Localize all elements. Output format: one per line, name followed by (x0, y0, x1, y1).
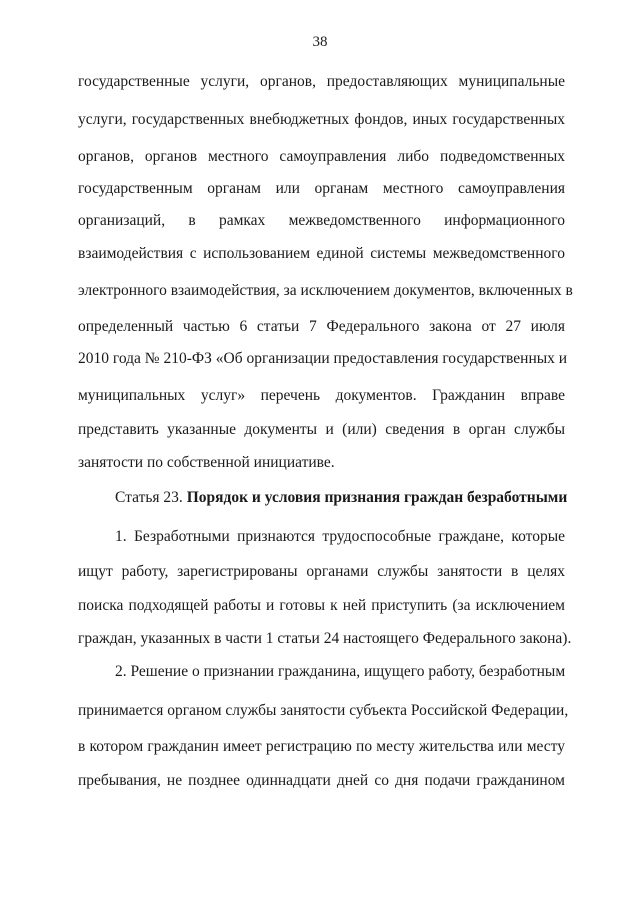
text-line: граждан, указанных в части 1 статьи 24 настоящего Федерального закона). (78, 630, 572, 647)
article-label: Статья 23. (115, 489, 183, 506)
text-line: муниципальных услуг» перечень документов. Гражданин вправе (78, 387, 565, 404)
text-line: поиска подходящей работы и готовы к ней приступить (за исключением (78, 597, 565, 614)
article-heading (115, 488, 568, 508)
article-title: Порядок и условия признания граждан безработными (186, 489, 568, 506)
text-line: представить указанные документы и (или) сведения в орган службы (78, 421, 565, 438)
text-line: 2010 года № 210-ФЗ «Об организации предоставления государственных и (78, 350, 568, 367)
text-line: 2. Решение о признании гражданина, ищущего работу, безработным (115, 663, 566, 680)
text-line: ищут работу, зарегистрированы органами службы занятости в целях (78, 563, 565, 580)
text-line: 1. Безработными признаются трудоспособные граждане, которые (115, 528, 565, 545)
text-line: государственным органам или органам местного самоуправления (78, 180, 565, 197)
text-line: взаимодействия с использованием единой системы межведомственного (78, 245, 565, 262)
text-line: занятости по собственной инициативе. (78, 454, 335, 471)
text-line: государственные услуги, органов, предоставляющих муниципальные (78, 73, 565, 90)
text-line: принимается органом службы занятости субъекта Российской Федерации, (78, 702, 569, 719)
text-line: органов, органов местного самоуправления либо подведомственных (78, 148, 565, 165)
text-line: электронного взаимодействия, за исключением документов, включенных в (78, 282, 573, 299)
text-line: в котором гражданин имеет регистрацию по месту жительства или месту (78, 738, 565, 755)
text-line: услуги, государственных внебюджетных фондов, иных государственных (78, 111, 565, 128)
text-line: пребывания, не позднее одиннадцати дней со дня подачи гражданином (78, 772, 565, 789)
text-line: организаций, в рамках межведомственного информационного (78, 212, 565, 229)
page-number: 38 (312, 34, 328, 50)
text-line: определенный частью 6 статьи 7 Федерального закона от 27 июля (78, 318, 565, 335)
